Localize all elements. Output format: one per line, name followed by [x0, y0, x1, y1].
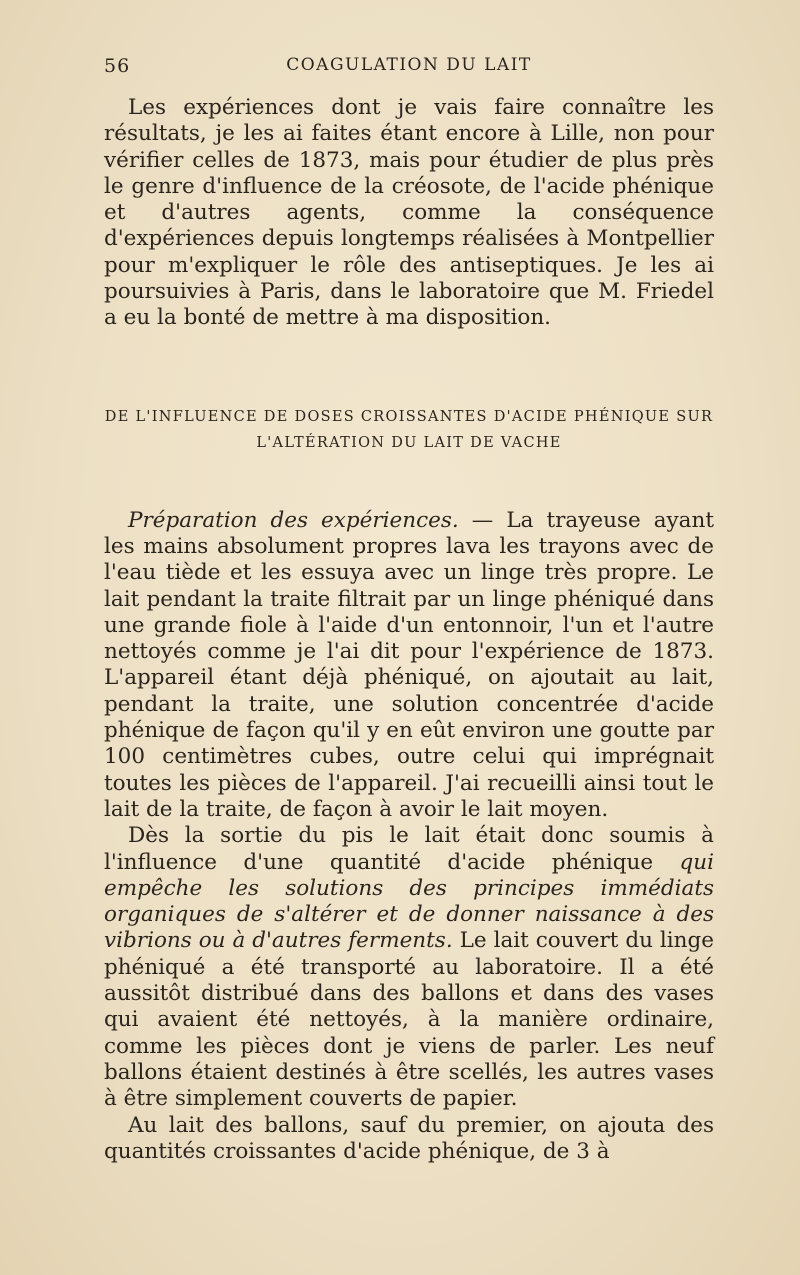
paragraph-preparation-lead: Préparation des expériences. — [128, 507, 459, 533]
page-header — [104, 55, 714, 83]
running-title: COAGULATION DU LAIT — [286, 55, 532, 75]
paragraph-ballons: Au lait des ballons, sauf du premier, on ajouta des quantités croissantes d'acide phénique, de 3 à — [104, 1112, 714, 1164]
paragraph-influence-after: Le lait couvert du linge phéniqué a été transporté au laboratoire. Il a été aussitôt distribué dans des ballons et dans des vases qui avaient été nettoyés, à la manière ordinaire, comme les pièces dont je viens de parler. Les neuf ballons étaient destinés à être scellés, les autres vases à être simplement couverts de papier. — [104, 928, 714, 1112]
page-body — [104, 95, 714, 1165]
paragraph-preparation-text: — La trayeuse ayant les mains absolument propres lava les trayons avec de l'eau tiède et les essuya avec un linge très propre. Le lait pendant la traite filtrait par un linge phéniqué dans une grande fiole à l'aide d'un entonnoir, l'un et l'autre nettoyés comme je l'ai dit pour l'expérience de 1873. L'appareil étant déjà phéniqué, on ajoutait au lait, pendant la traite, une solution concentrée d'acide phénique de façon qu'il y en eût environ une goutte par 100 centimètres cubes, outre celui qui imprégnait toutes les pièces de l'appareil. J'ai recueilli ainsi tout le lait de la traite, de façon à avoir le lait moyen. — [104, 507, 714, 822]
section-heading-line-2: L'ALTÉRATION DU LAIT DE VACHE — [256, 434, 562, 451]
section-heading — [104, 404, 714, 456]
paragraph-influence-before: Dès la sortie du pis le lait était donc soumis à l'influence d'une quantité d'acide phénique — [104, 823, 714, 875]
paragraph-intro: Les expériences dont je vais faire connaître les résultats, je les ai faites étant encore à Lille, non pour vérifier celles de 1873, mais pour étudier de plus près le genre d'influence de la créosote, de l'acide phénique et d'autres agents, comme la conséquence d'expériences depuis longtemps réalisées à Montpellier pour m'expliquer le rôle des antiseptiques. Je les ai poursuivies à Paris, dans le laboratoire que M. Friedel a eu la bonté de mettre à ma disposition. — [104, 95, 714, 331]
paragraph-influence-italic: qui empêche les solutions des principes immédiats organiques de s'altérer et de donner naissance à des vibrions ou à d'autres ferments. — [104, 849, 714, 954]
paragraph-influence — [104, 823, 714, 1112]
page-number: 56 — [104, 55, 131, 77]
section-heading-line-1: DE L'INFLUENCE DE DOSES CROISSANTES D'ACIDE PHÉNIQUE SUR — [104, 408, 714, 425]
paragraph-preparation — [104, 508, 714, 824]
